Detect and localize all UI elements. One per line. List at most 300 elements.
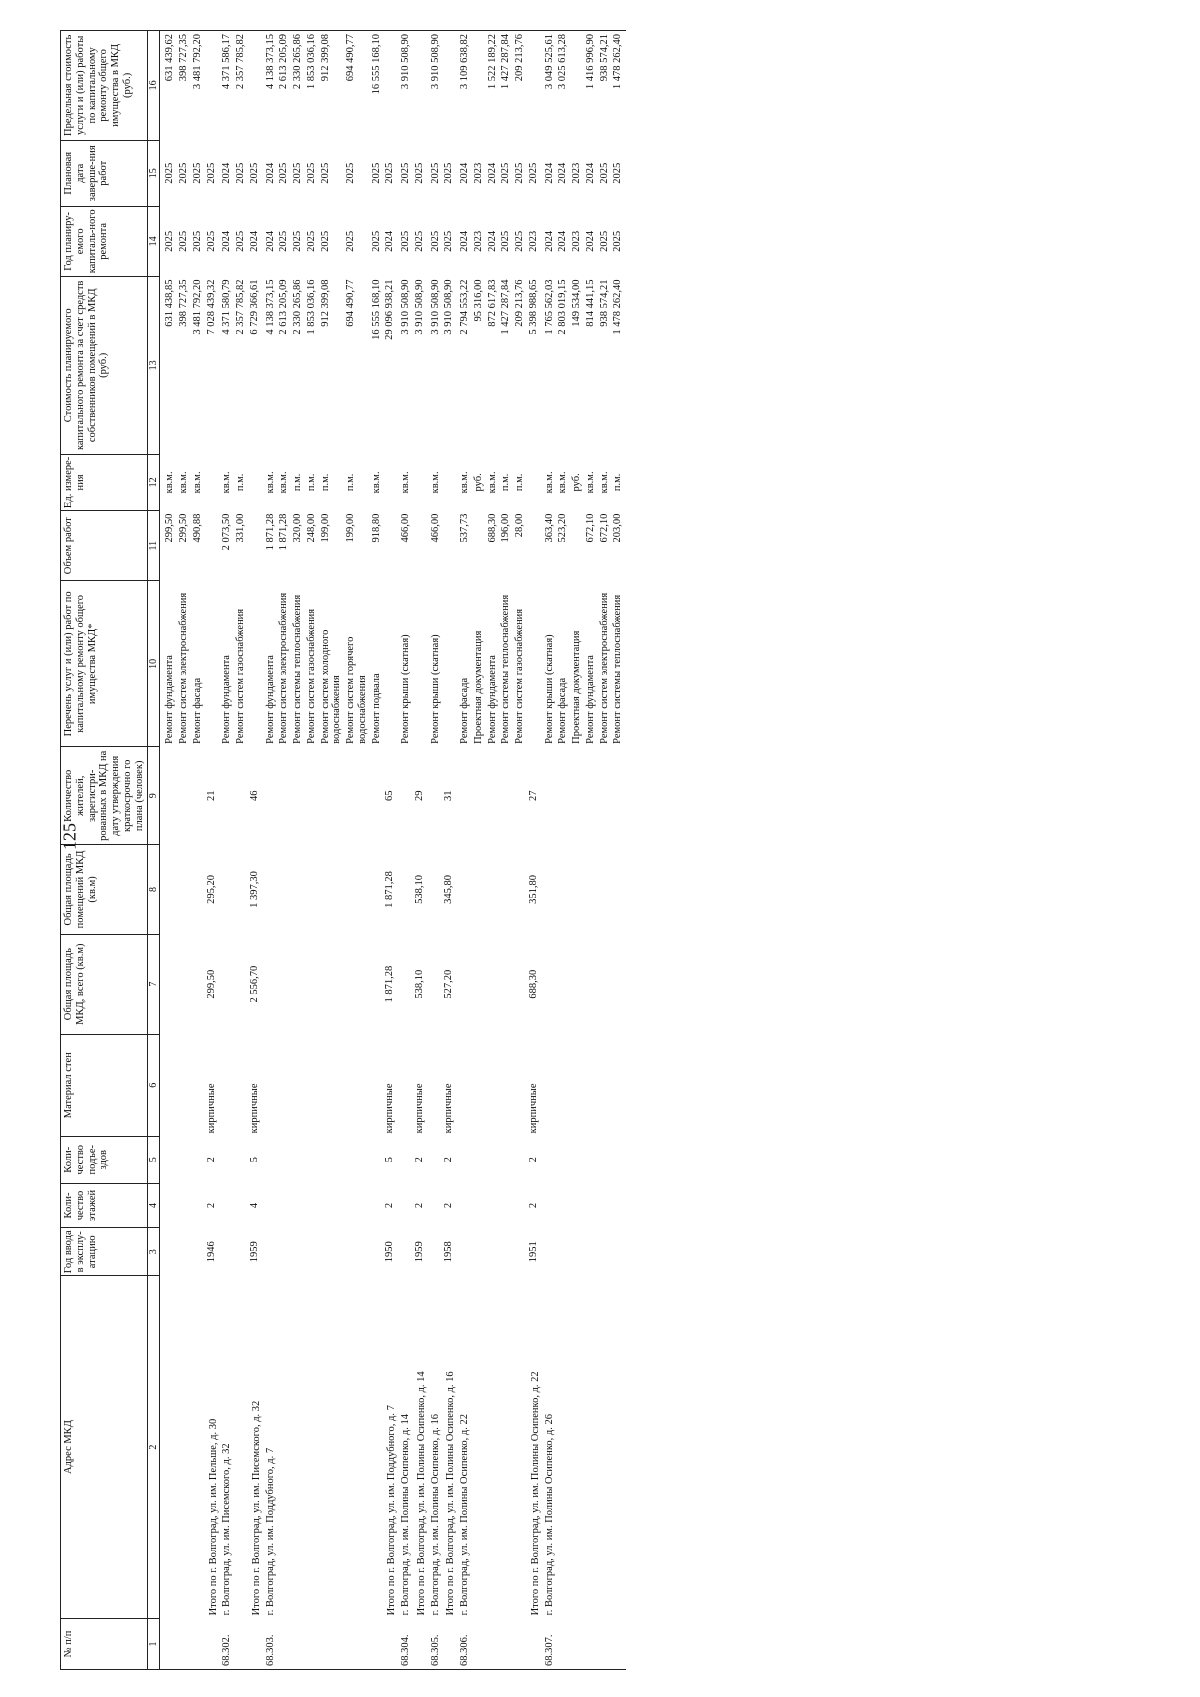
cell-col-9: 46 [248, 790, 260, 802]
cell-col-11: 331,00 [235, 513, 247, 543]
cell-col-4 [585, 1183, 599, 1228]
cell-col-7 [571, 934, 585, 1034]
cell-col-4: 4 [248, 1202, 260, 1209]
cell-col-15: 2025 [514, 162, 526, 184]
column-header: Коли-чество этажей [61, 1183, 148, 1228]
cell-col-2: Итого по г. Волгоград, ул. им. Поддубного, д. 7 [386, 1405, 398, 1616]
cell-col-1 [585, 1618, 599, 1669]
cell-col-6: кирпичные [527, 1083, 539, 1134]
cell-col-2: Итого по г. Волгоград, ул. им. Пельше, д. 30 [207, 1418, 219, 1616]
cell-col-16: 3 481 792,20 [192, 31, 206, 141]
cell-col-15: 2025 [527, 162, 539, 184]
cell-col-14: 2025 [429, 230, 441, 252]
cell-col-2 [599, 1276, 613, 1619]
cell-col-10: Ремонт системы теплоснабжения [500, 594, 512, 744]
cell-col-2 [178, 1276, 192, 1619]
cell-col-13: 4 138 373,15 [264, 279, 276, 335]
cell-col-14: 2024 [557, 230, 569, 252]
cell-col-11: 490,88 [191, 513, 203, 543]
cell-col-12: п.м. [305, 473, 317, 492]
cell-col-12: кв.м. [164, 471, 176, 494]
cell-col-14: 2025 [413, 230, 425, 252]
cell-col-10: Ремонт систем горячего водоснабжения [345, 636, 368, 744]
cell-col-7 [557, 934, 571, 1034]
cell-col-11: 1 871,28 [264, 513, 276, 551]
cell-col-15: 2025 [278, 162, 290, 184]
cell-col-7 [473, 934, 487, 1034]
cell-col-9 [500, 747, 514, 845]
cell-col-16: 3 910 508,90 [430, 31, 444, 141]
cell-col-11: 1 871,28 [278, 513, 290, 551]
cell-col-15: 2025 [292, 162, 304, 184]
cell-col-10: Ремонт систем газоснабжения [235, 608, 247, 744]
cell-col-7 [585, 934, 599, 1034]
cell-col-3: 1959 [413, 1241, 425, 1263]
cell-col-9 [430, 747, 444, 845]
cell-col-4 [320, 1183, 346, 1228]
column-number: 8 [148, 845, 160, 934]
cell-col-7 [487, 934, 501, 1034]
cell-col-9 [544, 747, 558, 845]
cell-col-11: 537,73 [459, 513, 471, 543]
cell-col-2 [557, 1276, 571, 1619]
cell-col-15: 2024 [486, 162, 498, 184]
cell-col-9 [278, 747, 292, 845]
cell-col-10: Ремонт фундамента [264, 655, 276, 744]
cell-col-11: 299,50 [178, 513, 190, 543]
cell-col-9 [557, 747, 571, 845]
cell-col-13: 814 441,15 [584, 279, 596, 327]
cell-col-4 [571, 1183, 585, 1228]
cell-col-15: 2025 [500, 162, 512, 184]
column-header: Адрес МКД [61, 1276, 148, 1619]
cell-col-4 [557, 1183, 571, 1228]
cell-col-1 [599, 1618, 613, 1669]
cell-col-5 [500, 1136, 514, 1183]
column-header: Год ввода в эксплу-атацию [61, 1228, 148, 1276]
cell-col-9: 29 [413, 790, 425, 802]
cell-col-6 [160, 1034, 178, 1136]
cell-col-4 [235, 1183, 249, 1228]
cell-col-6 [292, 1034, 306, 1136]
cell-col-4 [278, 1183, 292, 1228]
cell-col-16 [206, 31, 222, 141]
cell-col-10 [414, 581, 430, 747]
cell-col-7 [500, 934, 514, 1034]
cell-col-11 [249, 511, 265, 581]
cell-col-9 [221, 747, 235, 845]
cell-col-13: 398 727,35 [178, 279, 190, 327]
cell-col-6 [192, 1034, 206, 1136]
cell-col-1: 68.305. [430, 1618, 444, 1669]
column-number: 7 [148, 934, 160, 1034]
cell-col-2 [612, 1276, 626, 1619]
cell-col-6 [235, 1034, 249, 1136]
cell-col-16 [571, 31, 585, 141]
cell-col-5 [292, 1136, 306, 1183]
cell-col-7 [178, 934, 192, 1034]
cell-col-10: Ремонт систем газоснабжения [514, 608, 526, 744]
table-row [487, 31, 501, 1670]
cell-col-13: 2 794 553,22 [459, 279, 471, 335]
table-row [557, 31, 571, 1670]
cell-col-3 [557, 1228, 571, 1276]
cell-col-8 [585, 845, 599, 934]
cell-col-12: кв.м. [486, 471, 498, 494]
cell-col-11 [384, 511, 400, 581]
cell-col-8 [320, 845, 346, 934]
cell-col-4: 2 [205, 1202, 217, 1209]
cell-col-5 [544, 1136, 558, 1183]
cell-col-3 [544, 1228, 558, 1276]
cell-col-10: Проектная документация [472, 630, 484, 744]
cell-col-11: 2 073,50 [221, 513, 233, 551]
cell-col-12: руб. [571, 473, 583, 492]
cell-col-1: 68.304. [400, 1618, 414, 1669]
cell-col-12: кв.м. [221, 471, 233, 494]
cell-col-7: 299,50 [205, 969, 217, 999]
cell-col-6 [571, 1034, 585, 1136]
cell-col-11: 199,00 [319, 513, 331, 543]
cell-col-9 [160, 747, 178, 845]
cell-col-12 [414, 454, 430, 510]
cell-col-16 [384, 31, 400, 141]
cell-col-10: Ремонт фундамента [164, 655, 176, 744]
cell-col-10: Ремонт систем электроснабжения [178, 592, 190, 744]
cell-col-9 [178, 747, 192, 845]
cell-col-14: 2025 [178, 230, 190, 252]
cell-col-5 [459, 1136, 473, 1183]
cell-col-8 [371, 845, 385, 934]
cell-col-10 [528, 581, 544, 747]
table-body [160, 31, 626, 1670]
cell-col-1 [557, 1618, 571, 1669]
column-header: Год планиру-емого капиталь-ного ремонта [61, 206, 148, 276]
cell-col-13: 16 555 168,10 [370, 279, 382, 340]
cell-col-15: 2023 [472, 162, 484, 184]
cell-col-6 [278, 1034, 292, 1136]
cell-col-14: 2025 [235, 230, 247, 252]
cell-col-11: 203,00 [612, 513, 624, 543]
cell-col-2 [345, 1276, 371, 1619]
cell-col-1 [178, 1618, 192, 1669]
cell-col-1 [487, 1618, 501, 1669]
cell-col-1 [528, 1618, 544, 1669]
cell-col-6: кирпичные [205, 1083, 217, 1134]
cell-col-14: 2024 [584, 230, 596, 252]
cell-col-16: 912 399,08 [320, 31, 346, 141]
cell-col-6 [265, 1034, 279, 1136]
table-row [265, 31, 279, 1670]
column-header: Объем работ [61, 511, 148, 581]
cell-col-7 [514, 934, 528, 1034]
cell-col-5 [221, 1136, 235, 1183]
table-row [528, 31, 544, 1670]
cell-col-14: 2025 [205, 230, 217, 252]
cell-col-16: 4 371 586,17 [221, 31, 235, 141]
cell-col-6 [487, 1034, 501, 1136]
cell-col-11 [473, 511, 487, 581]
cell-col-15: 2025 [598, 162, 610, 184]
cell-col-1 [249, 1618, 265, 1669]
cell-col-8 [178, 845, 192, 934]
cell-col-1 [192, 1618, 206, 1669]
cell-col-14: 2025 [278, 230, 290, 252]
cell-col-4 [473, 1183, 487, 1228]
cell-col-3 [278, 1228, 292, 1276]
cell-col-14: 2024 [221, 230, 233, 252]
column-header: Ед. измере-ния [61, 454, 148, 510]
cell-col-3 [235, 1228, 249, 1276]
cell-col-6: кирпичные [248, 1083, 260, 1134]
cell-col-8 [487, 845, 501, 934]
cell-col-13: 1 478 262,40 [612, 279, 624, 335]
cell-col-8 [599, 845, 613, 934]
cell-col-6 [459, 1034, 473, 1136]
cell-col-4 [178, 1183, 192, 1228]
cell-col-5 [345, 1136, 371, 1183]
cell-col-3 [473, 1228, 487, 1276]
cell-col-13: 3 481 792,20 [191, 279, 203, 335]
cell-col-8 [235, 845, 249, 934]
cell-col-1 [500, 1618, 514, 1669]
cell-col-5 [320, 1136, 346, 1183]
cell-col-12: кв.м. [264, 471, 276, 494]
cell-col-11: 672,10 [598, 513, 610, 543]
cell-col-7: 538,10 [413, 969, 425, 999]
cell-col-8 [292, 845, 306, 934]
cell-col-3 [345, 1228, 371, 1276]
column-number: 12 [148, 454, 160, 510]
cell-col-1 [235, 1618, 249, 1669]
cell-col-2: г. Волгоград, ул. им. Полины Осипенко, д. 22 [459, 1414, 471, 1616]
cell-col-11: 363,40 [543, 513, 555, 543]
cell-col-3 [306, 1228, 320, 1276]
cell-col-2: Итого по г. Волгоград, ул. им. Полины Осипенко, д. 22 [529, 1371, 541, 1616]
cell-col-5 [557, 1136, 571, 1183]
cell-col-5 [265, 1136, 279, 1183]
cell-col-4 [221, 1183, 235, 1228]
table-row [384, 31, 400, 1670]
column-number: 2 [148, 1276, 160, 1619]
cell-col-5 [192, 1136, 206, 1183]
cell-col-4 [160, 1183, 178, 1228]
cell-col-4: 2 [527, 1202, 539, 1209]
cell-col-7 [265, 934, 279, 1034]
cell-col-6 [557, 1034, 571, 1136]
cell-col-13: 5 398 988,65 [527, 279, 539, 335]
column-header: Перечень услуг и (или) работ по капитальному ремонту общего имущества МКД* [61, 581, 148, 747]
cell-col-16: 3 025 613,28 [557, 31, 571, 141]
cell-col-16: 2 613 205,09 [278, 31, 292, 141]
cell-col-3 [371, 1228, 385, 1276]
cell-col-7 [320, 934, 346, 1034]
cell-col-4 [371, 1183, 385, 1228]
cell-col-3 [500, 1228, 514, 1276]
cell-col-11: 320,00 [292, 513, 304, 543]
cell-col-10: Ремонт систем холодного водоснабжения [319, 629, 343, 744]
cell-col-9 [306, 747, 320, 845]
cell-col-4 [459, 1183, 473, 1228]
cell-col-14: 2024 [543, 230, 555, 252]
cell-col-13: 149 534,00 [571, 279, 583, 327]
cell-col-16: 1 416 996,90 [585, 31, 599, 141]
cell-col-4 [430, 1183, 444, 1228]
cell-col-7: 1 871,28 [384, 965, 396, 1003]
cell-col-12: кв.м. [370, 471, 382, 494]
cell-col-13: 694 490,77 [345, 279, 357, 327]
cell-col-8 [160, 845, 178, 934]
cell-col-3 [178, 1228, 192, 1276]
cell-col-7: 527,20 [443, 969, 455, 999]
cell-col-9 [487, 747, 501, 845]
cell-col-15: 2025 [384, 162, 396, 184]
cell-col-4 [400, 1183, 414, 1228]
cell-col-13: 3 910 508,90 [400, 279, 412, 335]
cell-col-12: кв.м. [584, 471, 596, 494]
cell-col-15: 2025 [319, 162, 331, 184]
cell-col-13: 6 729 366,61 [248, 279, 260, 335]
cell-col-9 [292, 747, 306, 845]
cell-col-16: 2 330 265,86 [292, 31, 306, 141]
table-row [160, 31, 178, 1670]
cell-col-2: Итого по г. Волгоград, ул. им. Полины Осипенко, д. 16 [445, 1371, 457, 1616]
cell-col-12 [443, 454, 459, 510]
cell-col-6 [400, 1034, 414, 1136]
column-header: Стоимость планируемого капитального ремонта за счет средств собственников помещений в МКД (руб.) [61, 276, 148, 454]
cell-col-12: кв.м. [598, 471, 610, 494]
column-number: 3 [148, 1228, 160, 1276]
cell-col-7 [306, 934, 320, 1034]
cell-col-1 [345, 1618, 371, 1669]
cell-col-13: 1 427 287,84 [500, 279, 512, 335]
cell-col-12: кв.м. [400, 471, 412, 494]
cell-col-10: Ремонт системы теплоснабжения [292, 594, 304, 744]
table-row [371, 31, 385, 1670]
cell-col-5 [473, 1136, 487, 1183]
header-row [61, 31, 148, 1670]
cell-col-15: 2023 [571, 162, 583, 184]
cell-col-15: 2025 [413, 162, 425, 184]
cell-col-11: 672,10 [584, 513, 596, 543]
cell-col-9 [612, 747, 626, 845]
table-row [235, 31, 249, 1670]
column-number: 13 [148, 276, 160, 454]
cell-col-13: 3 910 508,90 [413, 279, 425, 335]
cell-col-15: 2025 [429, 162, 441, 184]
cell-col-3 [320, 1228, 346, 1276]
cell-col-4 [500, 1183, 514, 1228]
cell-col-2: Итого по г. Волгоград, ул. им. Полины Осипенко, д. 14 [415, 1371, 427, 1616]
cell-col-5 [306, 1136, 320, 1183]
cell-col-3 [192, 1228, 206, 1276]
cell-col-2 [473, 1276, 487, 1619]
cell-col-2: г. Волгоград, ул. им. Полины Осипенко, д. 26 [543, 1414, 555, 1616]
cell-col-5 [487, 1136, 501, 1183]
cell-col-5 [599, 1136, 613, 1183]
cell-col-12: кв.м. [178, 471, 190, 494]
cell-col-2 [235, 1276, 249, 1619]
cell-col-16: 3 910 508,90 [400, 31, 414, 141]
cell-col-14: 2023 [571, 230, 583, 252]
cell-col-12: кв.м. [278, 471, 290, 494]
cell-col-12: п.м. [612, 473, 624, 492]
cell-col-12: кв.м. [543, 471, 555, 494]
cell-col-13: 1 853 036,16 [305, 279, 317, 335]
cell-col-1 [292, 1618, 306, 1669]
cell-col-9 [514, 747, 528, 845]
cell-col-9 [371, 747, 385, 845]
cell-col-4 [612, 1183, 626, 1228]
header-number-row [148, 31, 160, 1670]
cell-col-7 [292, 934, 306, 1034]
cell-col-5: 2 [413, 1157, 425, 1163]
cell-col-14: 2025 [305, 230, 317, 252]
cell-col-3 [265, 1228, 279, 1276]
cell-col-1 [320, 1618, 346, 1669]
cell-col-14: 2025 [292, 230, 304, 252]
cell-col-2 [571, 1276, 585, 1619]
cell-col-4 [487, 1183, 501, 1228]
cell-col-8: 345,80 [443, 875, 455, 904]
cell-col-8 [500, 845, 514, 934]
cell-col-12: кв.м. [557, 471, 569, 494]
cell-col-5 [571, 1136, 585, 1183]
cell-col-10: Ремонт фундамента [486, 655, 498, 744]
table-row [459, 31, 473, 1670]
table-row [178, 31, 192, 1670]
cell-col-4 [345, 1183, 371, 1228]
cell-col-16: 209 213,76 [514, 31, 528, 141]
table-row [278, 31, 292, 1670]
cell-col-1 [414, 1618, 430, 1669]
cell-col-15: 2024 [264, 162, 276, 184]
cell-col-5: 2 [205, 1157, 217, 1163]
cell-col-4 [265, 1183, 279, 1228]
table-row [221, 31, 235, 1670]
cell-col-14: 2024 [248, 230, 260, 252]
cell-col-14: 2023 [527, 230, 539, 252]
cell-col-4 [514, 1183, 528, 1228]
cell-col-5: 2 [527, 1157, 539, 1163]
cell-col-1 [160, 1618, 178, 1669]
cell-col-16: 938 574,21 [599, 31, 613, 141]
cell-col-11: 248,00 [305, 513, 317, 543]
cell-col-1 [384, 1618, 400, 1669]
column-header: Плановая дата заверше-ния работ [61, 140, 148, 206]
cell-col-6 [430, 1034, 444, 1136]
cell-col-8 [192, 845, 206, 934]
cell-col-8: 1 397,30 [248, 871, 260, 908]
cell-col-9 [473, 747, 487, 845]
cell-col-7 [221, 934, 235, 1034]
cell-col-6 [473, 1034, 487, 1136]
table-row [400, 31, 414, 1670]
cell-col-15: 2025 [205, 162, 217, 184]
cell-col-8 [278, 845, 292, 934]
cell-col-3 [599, 1228, 613, 1276]
cell-col-7 [192, 934, 206, 1034]
cell-col-16: 1 427 287,84 [500, 31, 514, 141]
cell-col-6 [306, 1034, 320, 1136]
cell-col-10: Ремонт фасада [191, 677, 203, 744]
column-header: Общая площадь помещений МКД (кв.м) [61, 845, 148, 934]
column-number: 11 [148, 511, 160, 581]
cell-col-13: 4 371 580,79 [221, 279, 233, 335]
cell-col-9 [599, 747, 613, 845]
cell-col-11: 466,00 [429, 513, 441, 543]
cell-col-8 [459, 845, 473, 934]
